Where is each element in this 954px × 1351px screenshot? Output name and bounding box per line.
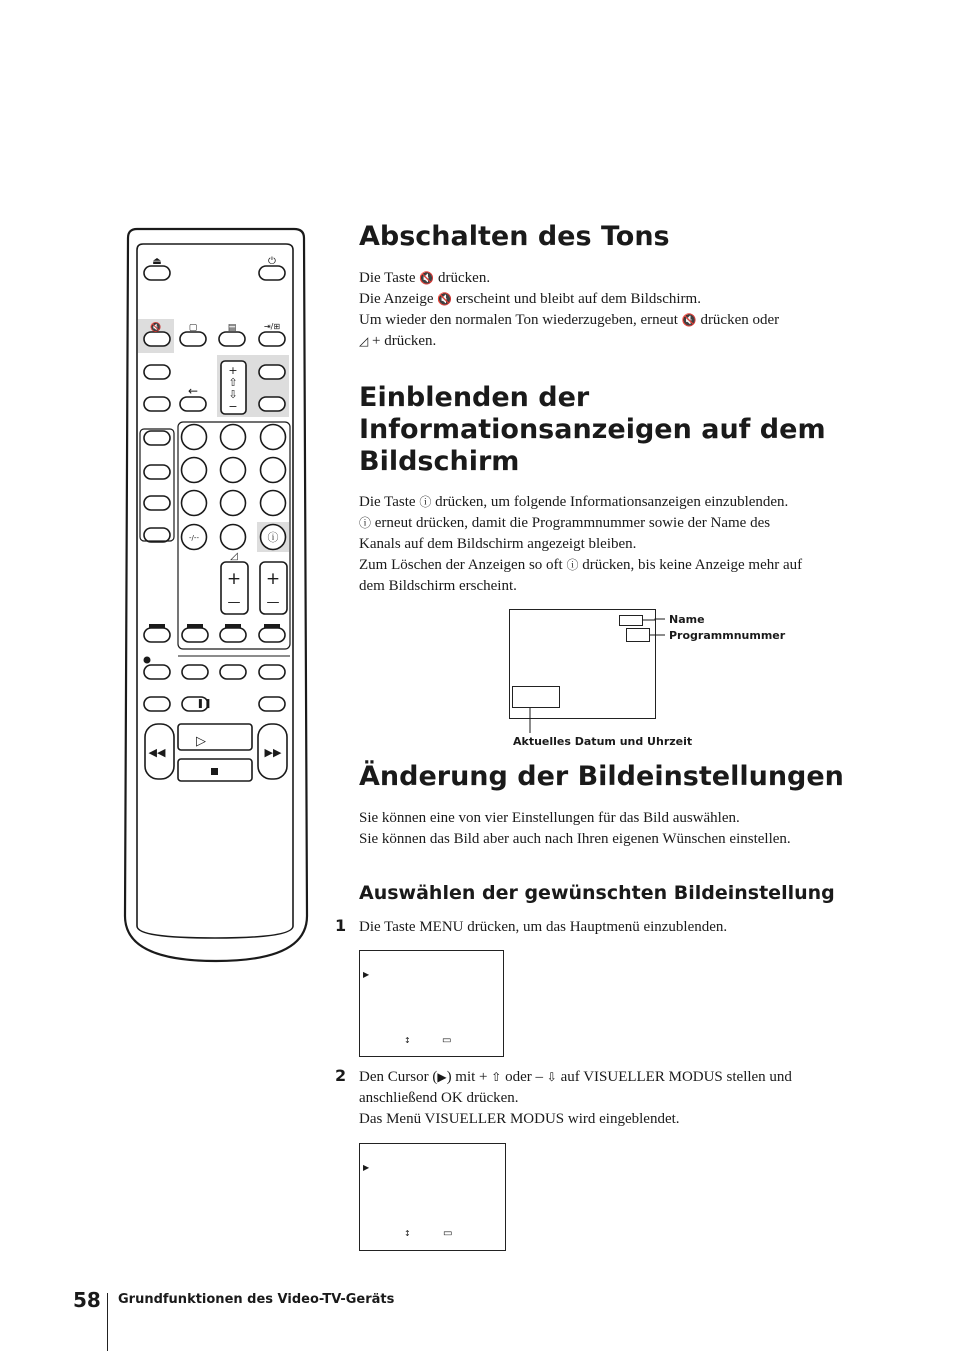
down-arrow-icon: ⇩ (546, 1070, 557, 1084)
footer-title: Grundfunktionen des Video-TV-Geräts (118, 1292, 395, 1307)
section2-line: dem Bildschirm erscheint. (359, 578, 517, 594)
svg-text:▢: ▢ (188, 323, 198, 333)
step2-text: Den Cursor (▶) mit + ⇧ oder – ⇩ auf VISUELLER MODUS stellen und anschließend OK drücken. Das Menü VISUELLER MODUS wird eingeblendet. (359, 1069, 792, 1127)
svg-text:←: ← (187, 384, 199, 398)
volume-icon: ◿ (359, 334, 369, 348)
section1-title: Abschalten des Tons (359, 221, 670, 252)
svg-text:◿: ◿ (230, 551, 238, 562)
label-name: Name (669, 613, 705, 626)
svg-text:❚❚: ❚❚ (196, 699, 212, 709)
up-arrow-icon: ⇧ (491, 1070, 502, 1084)
section3-body: Sie können eine von vier Einstellungen für das Bild auswählen. Sie können das Bild aber auch nach Ihren eigenen Wünschen einstellen. (359, 810, 791, 847)
section1-line: Die Taste 🔇 drücken. (359, 270, 491, 286)
step1-text: Die Taste MENU drücken, um das Hauptmenü einzublenden. (359, 919, 728, 935)
svg-text:⇥/⊞: ⇥/⊞ (263, 322, 281, 331)
svg-text:🔇: 🔇 (150, 323, 162, 333)
mute-icon: 🔇 (419, 271, 435, 285)
info-icon: ⓘ (359, 516, 372, 530)
step2-number: 2 (335, 1066, 347, 1085)
updown-icon: ↕ (404, 1229, 411, 1238)
mute-icon: 🔇 (437, 292, 453, 306)
section2-line: Zum Löschen der Anzeigen so oft ⓘ drücken, bis keine Anzeige mehr auf (359, 557, 803, 573)
svg-text:⇩: ⇩ (228, 388, 238, 401)
svg-text:+: + (226, 569, 242, 589)
svg-text:▶▶: ▶▶ (264, 746, 282, 759)
section3-title: Änderung der Bildeinstellungen (359, 761, 844, 792)
page-number: 58 (73, 1288, 101, 1312)
info-icon: ⓘ (419, 495, 432, 509)
section1-line: ◿ + drücken. (359, 333, 437, 349)
svg-text:—: — (266, 595, 280, 610)
svg-text:+: + (228, 364, 238, 377)
svg-text:−: − (228, 400, 238, 413)
svg-text:-/--: -/-- (189, 534, 199, 542)
info-icon: ⓘ (566, 558, 579, 572)
section2-title: Einblenden der Informationsanzeigen auf dem Bildschirm (359, 382, 826, 477)
updown-icon: ↕ (404, 1036, 411, 1045)
remote-control-illustration (120, 226, 312, 986)
cursor-icon: ▶ (363, 1163, 370, 1172)
ok-icon: ▭ (443, 1228, 453, 1239)
svg-text:⏻: ⏻ (268, 256, 276, 267)
svg-text:⇧: ⇧ (228, 376, 238, 389)
menu-screen-2 (359, 1143, 506, 1251)
label-datum: Aktuelles Datum und Uhrzeit (513, 735, 693, 748)
cursor-icon: ▶ (363, 970, 370, 979)
section2-line: Die Taste ⓘ drücken, um folgende Informationsanzeigen einzublenden. (359, 494, 789, 510)
svg-text:—: — (227, 595, 241, 610)
cursor-icon: ▶ (437, 1070, 447, 1084)
section1-line: Die Anzeige 🔇 erscheint und bleibt auf dem Bildschirm. (359, 291, 701, 307)
ok-icon: ▭ (442, 1035, 452, 1046)
svg-text:▤: ▤ (227, 323, 237, 333)
section3-subtitle: Auswählen der gewünschten Bildeinstellung (359, 882, 835, 904)
svg-text:⏏: ⏏ (152, 256, 162, 267)
section1-line: Um wieder den normalen Ton wiederzugeben, erneut 🔇 drücken oder (359, 312, 780, 328)
svg-text:ⓘ: ⓘ (267, 531, 279, 544)
section2-line: Kanals auf dem Bildschirm angezeigt bleiben. (359, 536, 637, 552)
diagram-leader-lines (500, 605, 680, 745)
section2-line: ⓘ erneut drücken, damit die Programmnummer sowie der Name des (359, 515, 771, 531)
svg-text:+: + (265, 569, 281, 589)
section2-body (359, 492, 899, 597)
menu-screen-1 (359, 950, 504, 1057)
mute-icon: 🔇 (681, 313, 697, 327)
svg-text:▷: ▷ (196, 734, 206, 749)
label-programmnummer: Programmnummer (669, 629, 786, 642)
footer-divider (107, 1293, 108, 1351)
svg-text:◀◀: ◀◀ (148, 746, 166, 759)
step1-number: 1 (335, 916, 347, 935)
section1-body (359, 268, 899, 352)
